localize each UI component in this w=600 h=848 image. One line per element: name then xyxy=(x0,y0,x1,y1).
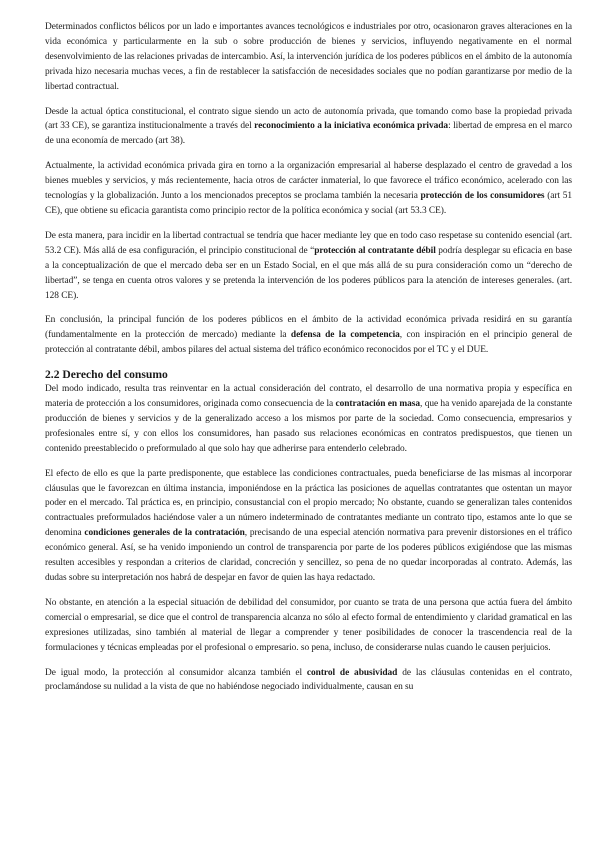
body-paragraph xyxy=(45,20,572,95)
body-paragraph xyxy=(45,229,572,304)
bold-term: protección de los consumidores xyxy=(420,191,545,202)
paragraph-text: podría desplegar su eficacia en base a la conceptualización de que el mercado deba ser en un Estado Social, en el que más allá de su pura consideración como un “derecho de libertad”, se tenga en cuenta otros valores y se pretenda la intervención de los poderes públicos para la atención de intereses generales. (art. 128 CE). xyxy=(45,245,572,301)
paragraph-text: : libertad de empresa en el marco de una economía de mercado (art 38). xyxy=(45,121,572,147)
consumer-law-section xyxy=(45,382,572,695)
body-paragraph xyxy=(45,382,572,457)
intro-section xyxy=(45,20,572,358)
bold-term: condiciones generales de la contratación xyxy=(84,528,245,539)
body-paragraph xyxy=(45,105,572,150)
paragraph-text: Actualmente, la actividad económica privada gira en torno a la organización empresarial al haberse desplazado el centro de gravedad a los bienes muebles y servicios, y más recientemente, hacia otros de carácter inmaterial, lo que favorece el tráfico económico, acelerado con las tecnologías y la globalización. Junto a los mencionados preceptos se proclama también la necesaria xyxy=(45,161,572,202)
paragraph-text: Del modo indicado, resulta tras reinventar en la actual consideración del contrato, el desarrollo de una normativa propia y específica en materia de protección a los consumidores, originada como consecuencia de la xyxy=(45,384,572,410)
body-paragraph xyxy=(45,159,572,219)
bold-term: defensa de la competencia xyxy=(290,330,400,341)
body-paragraph xyxy=(45,313,572,358)
paragraph-text: Determinados conflictos bélicos por un lado e importantes avances tecnológicos e industriales por otro, ocasionaron graves alteraciones en la vida económica y particularmente en la sub o sobre producción de bienes y servicios, influyendo negativamente en el normal desenvolvimiento de las relaciones privadas de intercambio. Así, la intervención jurídica de los poderes públicos en el ámbito de la autonomía privada hizo necesaria muchas veces, a fin de restablecer la satisfacción de necesidades sociales que no podían garantizarse por medio de la libertad contractual. xyxy=(45,22,572,92)
bold-term: protección al contratante débil xyxy=(314,245,436,256)
paragraph-text: , con inspiración en el principio general de protección al contratante débil, ambos pilares del actual sistema del tráfico económico reconocidos por el TC y el DUE. xyxy=(45,330,573,356)
paragraph-text: , precisando de una especial atención normativa para prevenir distorsiones en el tráfico económico general. Así, se ha venido imponiendo un control de transparencia por parte de los poderes públicos exigiéndose que las mismas resulten accesibles y respondan a criterios de claridad, concreción y sencillez, so pena de no quedar incorporadas al contrato. Además, las dudas sobre su interpretación nos habrá de despejar en favor de quien las haya redactado. xyxy=(45,528,572,583)
body-paragraph xyxy=(45,467,572,586)
paragraph-text: , que ha venido aparejada de la constante producción de bienes y servicios y de la generalizado acceso a los mismos por parte de la sociedad. Como consecuencia, empresarios y profesionales entre sí, y con ellos los consumidores, han pasado sus relaciones económicas en contratos predispuestos, que tienen un contenido preestablecido o preformulado al que solo hay que adherirse para entenderlo celebrado. xyxy=(45,399,572,454)
paragraph-text: De igual modo, la protección al consumidor alcanza también el xyxy=(45,667,307,678)
bold-term: control de abusividad xyxy=(306,667,398,678)
paragraph-text: de las cláusulas contenidas en el contrato, proclamándose su nulidad a la vista de que no habiéndose negociado individualmente, causan en su xyxy=(45,667,572,693)
section-heading: 2.2 Derecho del consumo xyxy=(45,368,168,382)
body-paragraph xyxy=(45,596,572,656)
bold-term: contratación en masa xyxy=(335,399,421,410)
paragraph-text: (art 51 CE), que obtiene su eficacia garantista como principio rector de la política económica y social (art 53.3 CE). xyxy=(45,191,572,216)
bold-term: reconocimiento a la iniciativa económica privada xyxy=(254,121,449,132)
paragraph-text: Desde la actual óptica constitucional, el contrato sigue siendo un acto de autonomía privada, que tomando como base la propiedad privada (art 33 CE), se garantiza institucionalmente a través del xyxy=(45,106,572,132)
paragraph-text: De esta manera, para incidir en la libertad contractual se tendría que hacer mediante ley que en todo caso respetase su contenido esencial (art. 53.2 CE). Más allá de esa configuración, el principio constitucional de “ xyxy=(45,230,572,256)
paragraph-text: No obstante, en atención a la especial situación de debilidad del consumidor, por cuanto se trata de una persona que actúa fuera del ámbito comercial o empresarial, se dice que el control de transparencia alcanza no sólo al efecto formal de entendimiento y claridad gramatical en las expresiones utilizadas, sino también al material de llegar a comprender y tener posibilidades de conocer la trascendencia real de la formulaciones y técnicas empleadas por el profesional o empresario. so pena, incluso, de considerarse nulas cuando le causen perjuicios. xyxy=(45,597,572,653)
paragraph-text: El efecto de ello es que la parte predisponente, que establece las condiciones contractuales, pueda beneficiarse de las mismas al incorporar cláusulas que le favorezcan en última instancia, imponiéndose en la práctica las posiciones de aquellas contratantes que ostentan un mayor poder en el mercado. Tal práctica es, en principio, consustancial con el propio mercado; No obstante, cuando se generalizan tales contenidos contractuales preformulados haciéndose valer a un número indeterminado de contratantes mediante un contrato tipo, estamos ante lo que se denomina xyxy=(45,468,572,539)
paragraph-text: En conclusión, la principal función de los poderes públicos en el ámbito de la actividad económica privada residirá en su garantía (fundamentalmente en la protección de mercado) mediante la xyxy=(45,315,572,341)
body-paragraph xyxy=(45,666,572,696)
